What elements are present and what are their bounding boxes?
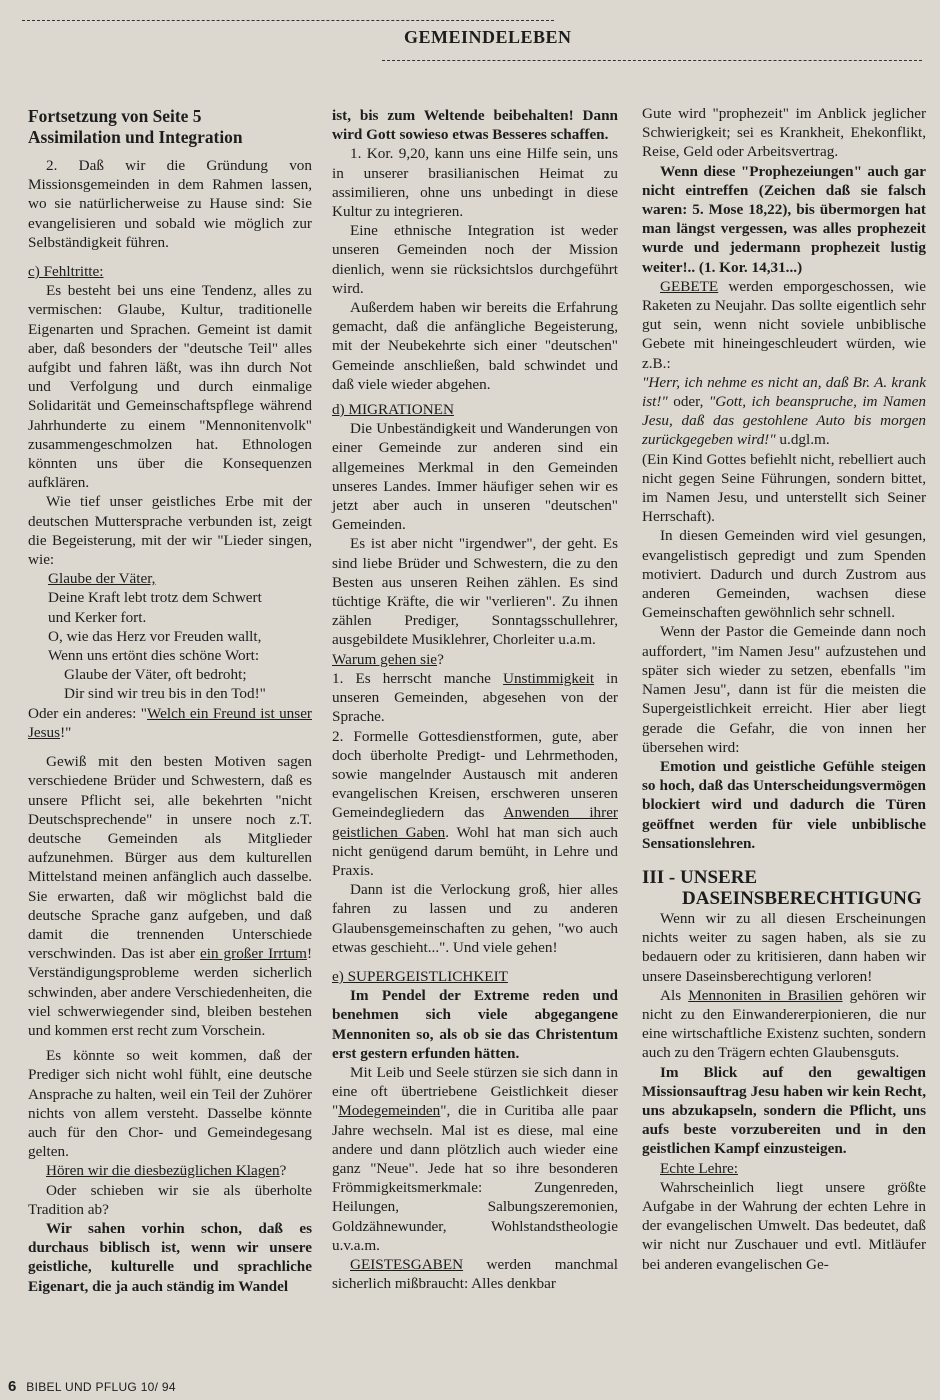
- hymn-quote: [28, 569, 312, 703]
- paragraph-bold: Wir sahen vorhin schon, daß es durchaus biblisch ist, wenn wir unsere geistliche, kulturelle und sprachliche Eigenart, die ja auch ständig im Wandel: [28, 1219, 312, 1295]
- paragraph: (Ein Kind Gottes befiehlt nicht, rebelliert auch nicht gegen Seine Führungen, sondern bittet, im Namen Jesu, und unterstellt sich Seiner Herrschaft).: [642, 450, 926, 526]
- paragraph: Es besteht bei uns eine Tendenz, alles zu vermischen: Glaube, Kultur, traditionelle Eigenarten und Sprachen. Gemeint ist damit aber, daß besonders der "deutsche Teil" alles aufgibt und fahren läßt, was ihn durch Not und Verfolgung und durch einmalige Solidarität und Gemeinschaftspflege während Jahrhunderte zu einem "Mennonitenvolk" zusammengeschmolzen hat. Ethnologen könnten uns über die Konsequenzen aufklären.: [28, 282, 312, 492]
- paragraph: Gute wird "prophezeit" im Anblick jeglicher Schwierigkeit; sei es Krankheit, Ehekonflikt, Reise, Geld oder Arbeitsvertrag.: [642, 105, 926, 161]
- paragraph-bold: Im Blick auf den gewaltigen Missionsauftrag Jesu haben wir kein Recht, uns abzukapseln, sondern die Pflicht, uns aufs beste vorzubereiten und in den geistlichen Kampf einzusteigen.: [642, 1063, 926, 1158]
- article-heading: Assimilation und Integration: [28, 127, 243, 147]
- subheading-supergeistlichkeit: e) SUPERGEISTLICHKEIT: [332, 967, 508, 985]
- paragraph: Dann ist die Verlockung groß, hier alles fahren zu lassen und zu anderen Glaubensgemeinschaften zu gehen, "wo auch etwas geschieht...". Und viele gehen!: [332, 881, 618, 956]
- magazine-name: BIBEL UND PFLUG: [26, 1380, 138, 1394]
- hymn-title: Glaube der Väter,: [48, 570, 156, 588]
- paragraph: 1. Kor. 9,20, kann uns eine Hilfe sein, uns in unserer brasilianischen Heimat zu assimilieren, ohne uns unbedingt in diese Kultur zu integrieren.: [332, 145, 618, 221]
- paragraph: Es ist aber nicht "irgendwer", der geht. Es sind liebe Brüder und Schwestern, die zu den Besten aus unseren Reihen zählen. Es sind tüchtige Kräfte, die wir "verlieren". Zu ihnen zählen Prediger, Sonntagsschullehrer, ausgebildete Musiklehrer, Chorleiter u.a.m.: [332, 535, 618, 649]
- issue-number: 10/ 94: [140, 1380, 176, 1394]
- paragraph: 2. Daß wir die Gründung von Missionsgemeinden in dem Rahmen lassen, wo sie natürlicherweise zu Hause sind: Sie evangelisieren und sobald wie möglich zur Selbständigkeit führen.: [28, 157, 312, 251]
- hymn-line: Glaube der Väter, oft bedroht;: [64, 666, 247, 684]
- page-number: 6: [8, 1378, 17, 1395]
- paragraph: GEISTESGABEN werden manchmal sicherlich mißbraucht: Alles denkbar: [332, 1255, 618, 1293]
- page-footer: [8, 1378, 176, 1395]
- paragraph: 2. Formelle Gottesdienstformen, gute, aber doch überholte Predigt- und Lehrmethoden, sowie mangelnder Austausch mit anderen evangelischen Kreisen, erschweren unseren Gemeindegliedern das Anwenden ihrer geistlichen Gaben. Wohl hat man sich auch nicht genügend darum bemüht, in Lehre und Praxis.: [332, 727, 618, 879]
- paragraph: Wenn der Pastor die Gemeinde dann noch auffordert, "im Namen Jesu" aufzustehen und später sich wieder zu setzen, ebenfalls "im Namen Jesu", dann ist für die meisten die Supergeistlichkeit erreicht. Hier aber liegt gerade die Gefahr, die von innen her übersehen wird:: [642, 623, 926, 756]
- column-2: [332, 106, 618, 1293]
- paragraph: Es könnte so weit kommen, daß der Prediger sich nicht wohl fühlt, eine deutsche Ansprache zu halten, weil ein Teil der Zuhörer nichts von allem versteht. Dasselbe könnte auch für den Chor- und Gemeindegesang gelten.: [28, 1047, 312, 1161]
- paragraph: Hören wir die diesbezüglichen Klagen?: [46, 1162, 287, 1180]
- column-3: [642, 104, 926, 1274]
- article-title: [28, 106, 312, 148]
- hymn-line: und Kerker fort.: [48, 608, 147, 626]
- header-rule-top: [22, 20, 554, 21]
- page-header: [22, 18, 922, 64]
- hymn-line: Dir sind wir treu bis in den Tod!": [64, 685, 266, 703]
- paragraph: Als Mennoniten in Brasilien gehören wir nicht zu den Einwandererpionieren, die nur eine wirtschaftliche Existenz suchten, sondern auch zu den Trägern echten Glaubensguts.: [642, 986, 926, 1062]
- paragraph: Außerdem haben wir bereits die Erfahrung gemacht, daß die anfängliche Begeisterung, mit der Neubekehrte sich einer "deutschen" Gemeinde anschließen, bald schwindet und daß viele wieder abgehen.: [332, 299, 618, 393]
- subheading-echte-lehre: Echte Lehre:: [660, 1159, 738, 1177]
- paragraph: GEBETE werden emporgeschossen, wie Raketen zu Neujahr. Das sollte eigentlich sehr gut sein, wenn nicht soviele unbiblische Gebete mit hineingeschleudert würden, wie z.B.:: [642, 277, 926, 372]
- paragraph: Wenn wir zu all diesen Erscheinungen nichts weiter zu sagen haben, als sie zu bedauern oder zu kritisieren, dann haben wir unsere Daseinsberechtigung verloren!: [642, 909, 926, 985]
- paragraph-bold: ist, bis zum Weltende beibehalten! Dann wird Gott sowieso etwas Besseres schaffen.: [332, 107, 618, 144]
- hymn-line: Deine Kraft lebt trotz dem Schwert: [48, 589, 262, 607]
- subheading-fehltritte: c) Fehltritte:: [28, 263, 104, 281]
- paragraph: Oder schieben wir sie als überholte Tradition ab?: [28, 1181, 312, 1218]
- column-1: [28, 106, 312, 1296]
- paragraph: Mit Leib und Seele stürzen sie sich dann in eine oft übertriebene Geistlichkeit dieser "Modegemeinden", die in Curitiba alle paar Jahre wechseln. Mal ist es diese, mal eine andere und dann plötzlich auch wieder eine ganz "Neue". Jede hat so ihre besonderen Frömmigkeitsmerkmale: Zungenreden, Heilungen, Salbungszeremonien, Goldzähnewunder, Wohlstandstheologie u.v.a.m.: [332, 1063, 618, 1254]
- subheading-migrationen: d) MIGRATIONEN: [332, 401, 454, 419]
- paragraph: Gewiß mit den besten Motiven sagen verschiedene Brüder und Schwestern, daß es unsere Pflicht sei, alle bekehrten "nicht Deutschsprechende" in unsere noch z.T. deutsche Gemeinden als Mitglieder aufzunehmen. Bürger aus dem kulturellen Mittelstand meinen anfänglich auch dasselbe. Sie erwarten, daß wir möglichst bald die deutsche Sprache ganz aufgeben, und daß damit die trennenden Unterschiede verschwinden. Das ist aber ein großer Irrtum! Verständigungsprobleme werden sicherlich schwinden, aber andere Verschiedenheiten, die viel schwerwiegender sind, bleiben bestehen und kommen erst recht zum Vorschein.: [28, 753, 312, 1039]
- subheading-warum: Warum gehen sie?: [332, 650, 444, 668]
- hymn-line: Wenn uns ertönt dies schöne Wort:: [48, 647, 260, 665]
- paragraph: Wie tief unser geistliches Erbe mit der deutschen Muttersprache verbunden ist, zeigt die Begeisterung, mit der wir "Lieder singen, wie:: [28, 493, 312, 569]
- hymn-line: O, wie das Herz vor Freuden wallt,: [48, 627, 262, 645]
- header-rule-bottom: [382, 60, 922, 61]
- paragraph: "Herr, ich nehme es nicht an, daß Br. A. krank ist!" oder, "Gott, ich beanspruche, im Namen Jesu, daß das gestohlene Auto bis morgen zurückgegeben wird!" u.dgl.m.: [642, 373, 926, 449]
- paragraph: Wahrscheinlich liegt unsere größte Aufgabe in der Wahrung der echten Lehre in der evangelischen Umwelt. Das bedeutet, daß wir nicht nur Zuschauer und evtl. Mitläufer bei anderen evangelischen Ge-: [642, 1178, 926, 1273]
- paragraph-bold: Wenn diese "Prophezeiungen" auch gar nicht eintreffen (Zeichen daß sie falsch waren: 5. Mose 18,22), bis übermorgen hat man längst vergessen, was alles prophezeit wurde und jedermann prophezeit lustig weiter!.. (1. Kor. 14,31...): [642, 162, 926, 276]
- paragraph: 1. Es herrscht manche Unstimmigkeit in unseren Gemeinden, abgesehen von der Sprache.: [332, 669, 618, 726]
- paragraph: Die Unbeständigkeit und Wanderungen von einer Gemeinde zur anderen sind ein allgemeines Merkmal in den Gemeinden unseres Landes. Immer häufiger sehen wir es jetzt aber auch in unseren "deutschen" Gemeinden.: [332, 420, 618, 534]
- paragraph: In diesen Gemeinden wird viel gesungen, evangelistisch gepredigt und zum Spenden motiviert. Dadurch und durch Zustrom aus anderen Gemeinden, wachsen diese Gemeinschaften gewöhnlich sehr schnell.: [642, 527, 926, 622]
- paragraph: Eine ethnische Integration ist weder unseren Gemeinden noch der Mission dienlich, wenn sie rücksichtslos durchgeführt wird.: [332, 222, 618, 297]
- paragraph-bold: Im Pendel der Extreme reden und benehmen sich viele abgegangene Mennoniten so, als ob sie das Christentum erst gestern erfunden hätten.: [332, 987, 618, 1062]
- paragraph: Oder ein anderes: "Welch ein Freund ist unser Jesus!": [28, 704, 312, 741]
- continuation-line: Fortsetzung von Seite 5: [28, 106, 202, 126]
- paragraph-bold: Emotion und geistliche Gefühle steigen so hoch, daß das Unterscheidungsvermögen blockiert wird und dadurch die Türen geöffnet werden für viele unbiblische Sensationslehren.: [642, 757, 926, 852]
- section-heading-iii: III - UNSERE DASEINSBERECHTIGUNG: [642, 866, 922, 909]
- section-heading: GEMEINDELEBEN: [404, 27, 572, 47]
